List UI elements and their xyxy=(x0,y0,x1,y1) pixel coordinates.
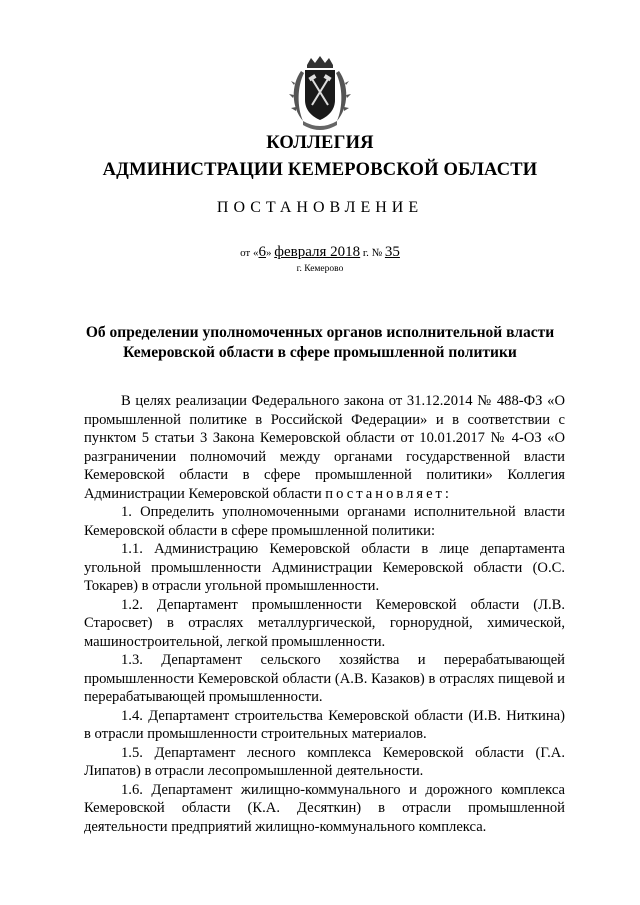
paragraph-1: 1. Определить уполномоченными органами исполнительной власти Кемеровской области в сфере промышленной политики: xyxy=(84,504,565,539)
document-number: 35 xyxy=(384,244,400,260)
paragraph-1-5: 1.5. Департамент лесного комплекса Кемеровской области (Г.А. Липатов) в отрасли лесопромышленной деятельности. xyxy=(84,744,565,779)
document-type: ПОСТАНОВЛЕНИЕ xyxy=(216,199,424,216)
paragraph-1-6: 1.6. Департамент жилищно-коммунального и дорожного комплекса Кемеровской области (К.А. Десяткин) в отрасли промышленной деятельности предприятий жилищно-коммунального комплекса. xyxy=(84,781,565,835)
paragraph-1-2: 1.2. Департамент промышленности Кемеровской области (Л.В. Старосвет) в отраслях металлургической, горнорудной, химической, машиностроительной, легкой промышленности. xyxy=(84,596,565,650)
date-line xyxy=(0,244,640,261)
date-day: 6 xyxy=(258,244,266,260)
intro-paragraph xyxy=(84,392,565,503)
paragraph-1-4: 1.4. Департамент строительства Кемеровской области (И.В. Ниткина) в отрасли промышленности строительных материалов. xyxy=(84,707,565,742)
date-suffix: г. № xyxy=(360,247,385,259)
document-body xyxy=(84,392,565,836)
org-title-line1: КОЛЛЕГИЯ xyxy=(266,133,374,153)
intro-text: В целях реализации Федерального закона от 31.12.2014 № 488-ФЗ «О промышленной политике в Российской Федерации» и в соответствии с пунктом 5 статьи 3 Закона Кемеровской области от 10.01.2017 № 4-ОЗ «О разграничении полномочий между органами государственной власти Кемеровской области в сфере промышленной политики» Коллегия Администрации Кемеровской области xyxy=(84,393,565,502)
kemerovo-coat-of-arms-icon xyxy=(285,55,355,135)
title-line2: Кемеровской области в сфере промышленной политики xyxy=(123,344,517,361)
title-line1: Об определении уполномоченных органов исполнительной власти xyxy=(85,324,555,341)
resolve-word: постановляет: xyxy=(325,485,452,502)
org-title-line2: АДМИНИСТРАЦИИ КЕМЕРОВСКОЙ ОБЛАСТИ xyxy=(102,160,538,180)
paragraph-1-1: 1.1. Администрацию Кемеровской области в лице департамента угольной промышленности Администрации Кемеровской области (О.С. Токарев) в отрасли угольной промышленности. xyxy=(84,541,565,594)
date-mid: » xyxy=(266,247,275,259)
paragraph-1-3: 1.3. Департамент сельского хозяйства и перерабатывающей промышленности Кемеровской области (А.В. Казаков) в отраслях пищевой и перерабатывающей промышленности. xyxy=(84,652,565,705)
date-prefix: от « xyxy=(240,247,259,259)
date-month-year: февраля 2018 xyxy=(274,244,361,260)
document-title xyxy=(80,323,560,363)
city: г. Кемерово xyxy=(296,264,344,274)
